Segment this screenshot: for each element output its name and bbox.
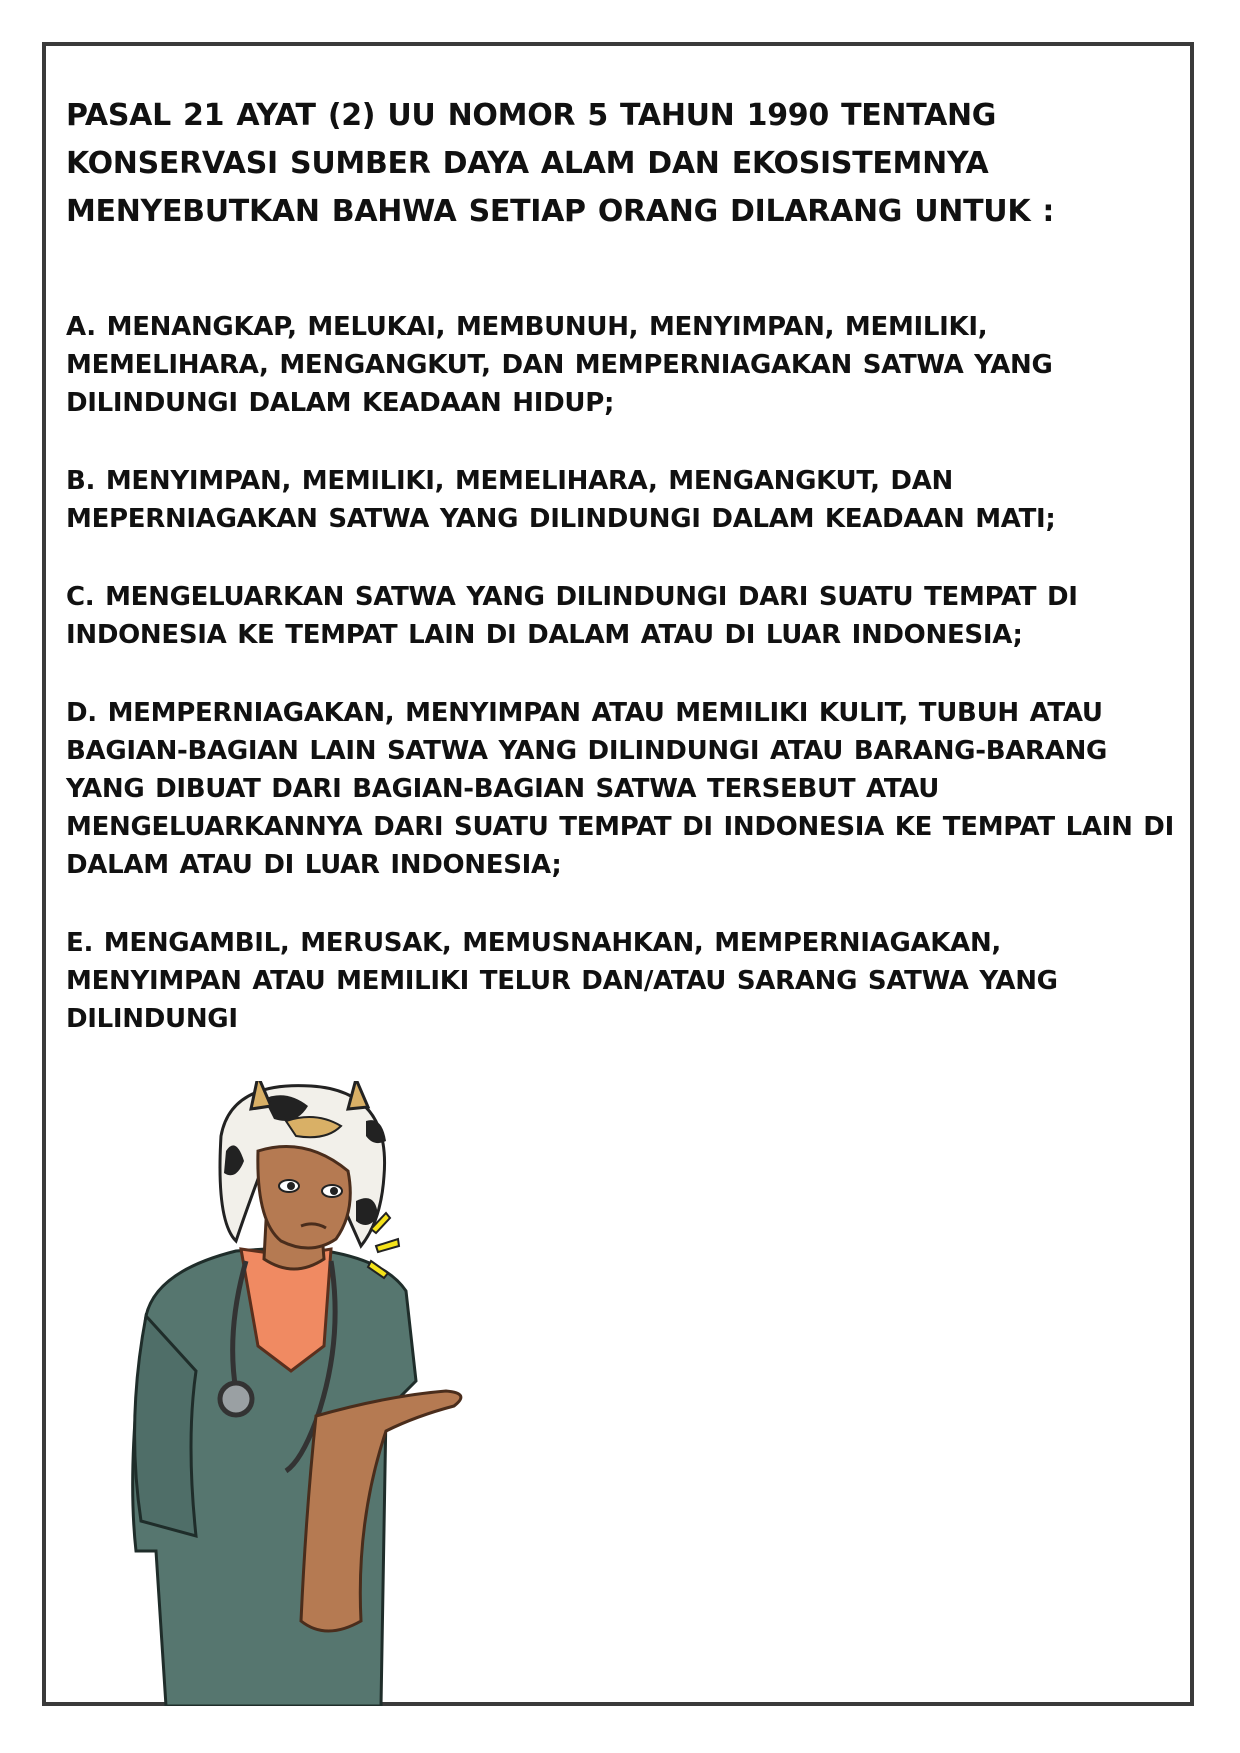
list-item-d: D. MEMPERNIAGAKAN, MENYIMPAN ATAU MEMILIKI KULIT, TUBUH ATAU BAGIAN-BAGIAN LAIN SATWA YANG DILINDUNGI ATAU BARANG-BARANG YANG DIBUAT DARI BAGIAN-BAGIAN SATWA TERSEBUT ATAU MENGELUARKANNYA DARI SUATU TEMPAT DI INDONESIA KE TEMPAT LAIN DI DALAM ATAU DI LUAR INDONESIA; bbox=[66, 698, 1174, 880]
law-text bbox=[66, 92, 1182, 1038]
doctor-illustration bbox=[86, 1081, 556, 1706]
list-item-c: C. MENGELUARKAN SATWA YANG DILINDUNGI DARI SUATU TEMPAT DI INDONESIA KE TEMPAT LAIN DI DALAM ATAU DI LUAR INDONESIA; bbox=[66, 582, 1078, 650]
list-item-a: A. MENANGKAP, MELUKAI, MEMBUNUH, MENYIMPAN, MEMILIKI, MEMELIHARA, MENGANGKUT, DAN MEMPERNIAGAKAN SATWA YANG DILINDUNGI DALAM KEADAAN HIDUP; bbox=[66, 312, 1053, 418]
list-item-b: B. MENYIMPAN, MEMILIKI, MEMELIHARA, MENGANGKUT, DAN MEPERNIAGAKAN SATWA YANG DILINDUNGI DALAM KEADAAN MATI; bbox=[66, 466, 1056, 534]
list-item-e: E. MENGAMBIL, MERUSAK, MEMUSNAHKAN, MEMPERNIAGAKAN, MENYIMPAN ATAU MEMILIKI TELUR DAN/ATAU SARANG SATWA YANG DILINDUNGI bbox=[66, 928, 1058, 1034]
intro-text: PASAL 21 AYAT (2) UU NOMOR 5 TAHUN 1990 TENTANG KONSERVASI SUMBER DAYA ALAM DAN EKOSISTEMNYA MENYEBUTKAN BAHWA SETIAP ORANG DILARANG UNTUK : bbox=[66, 98, 1055, 229]
comic-panel bbox=[42, 42, 1194, 1706]
hat-horn bbox=[348, 1081, 368, 1109]
doctor-figure bbox=[86, 1081, 556, 1706]
